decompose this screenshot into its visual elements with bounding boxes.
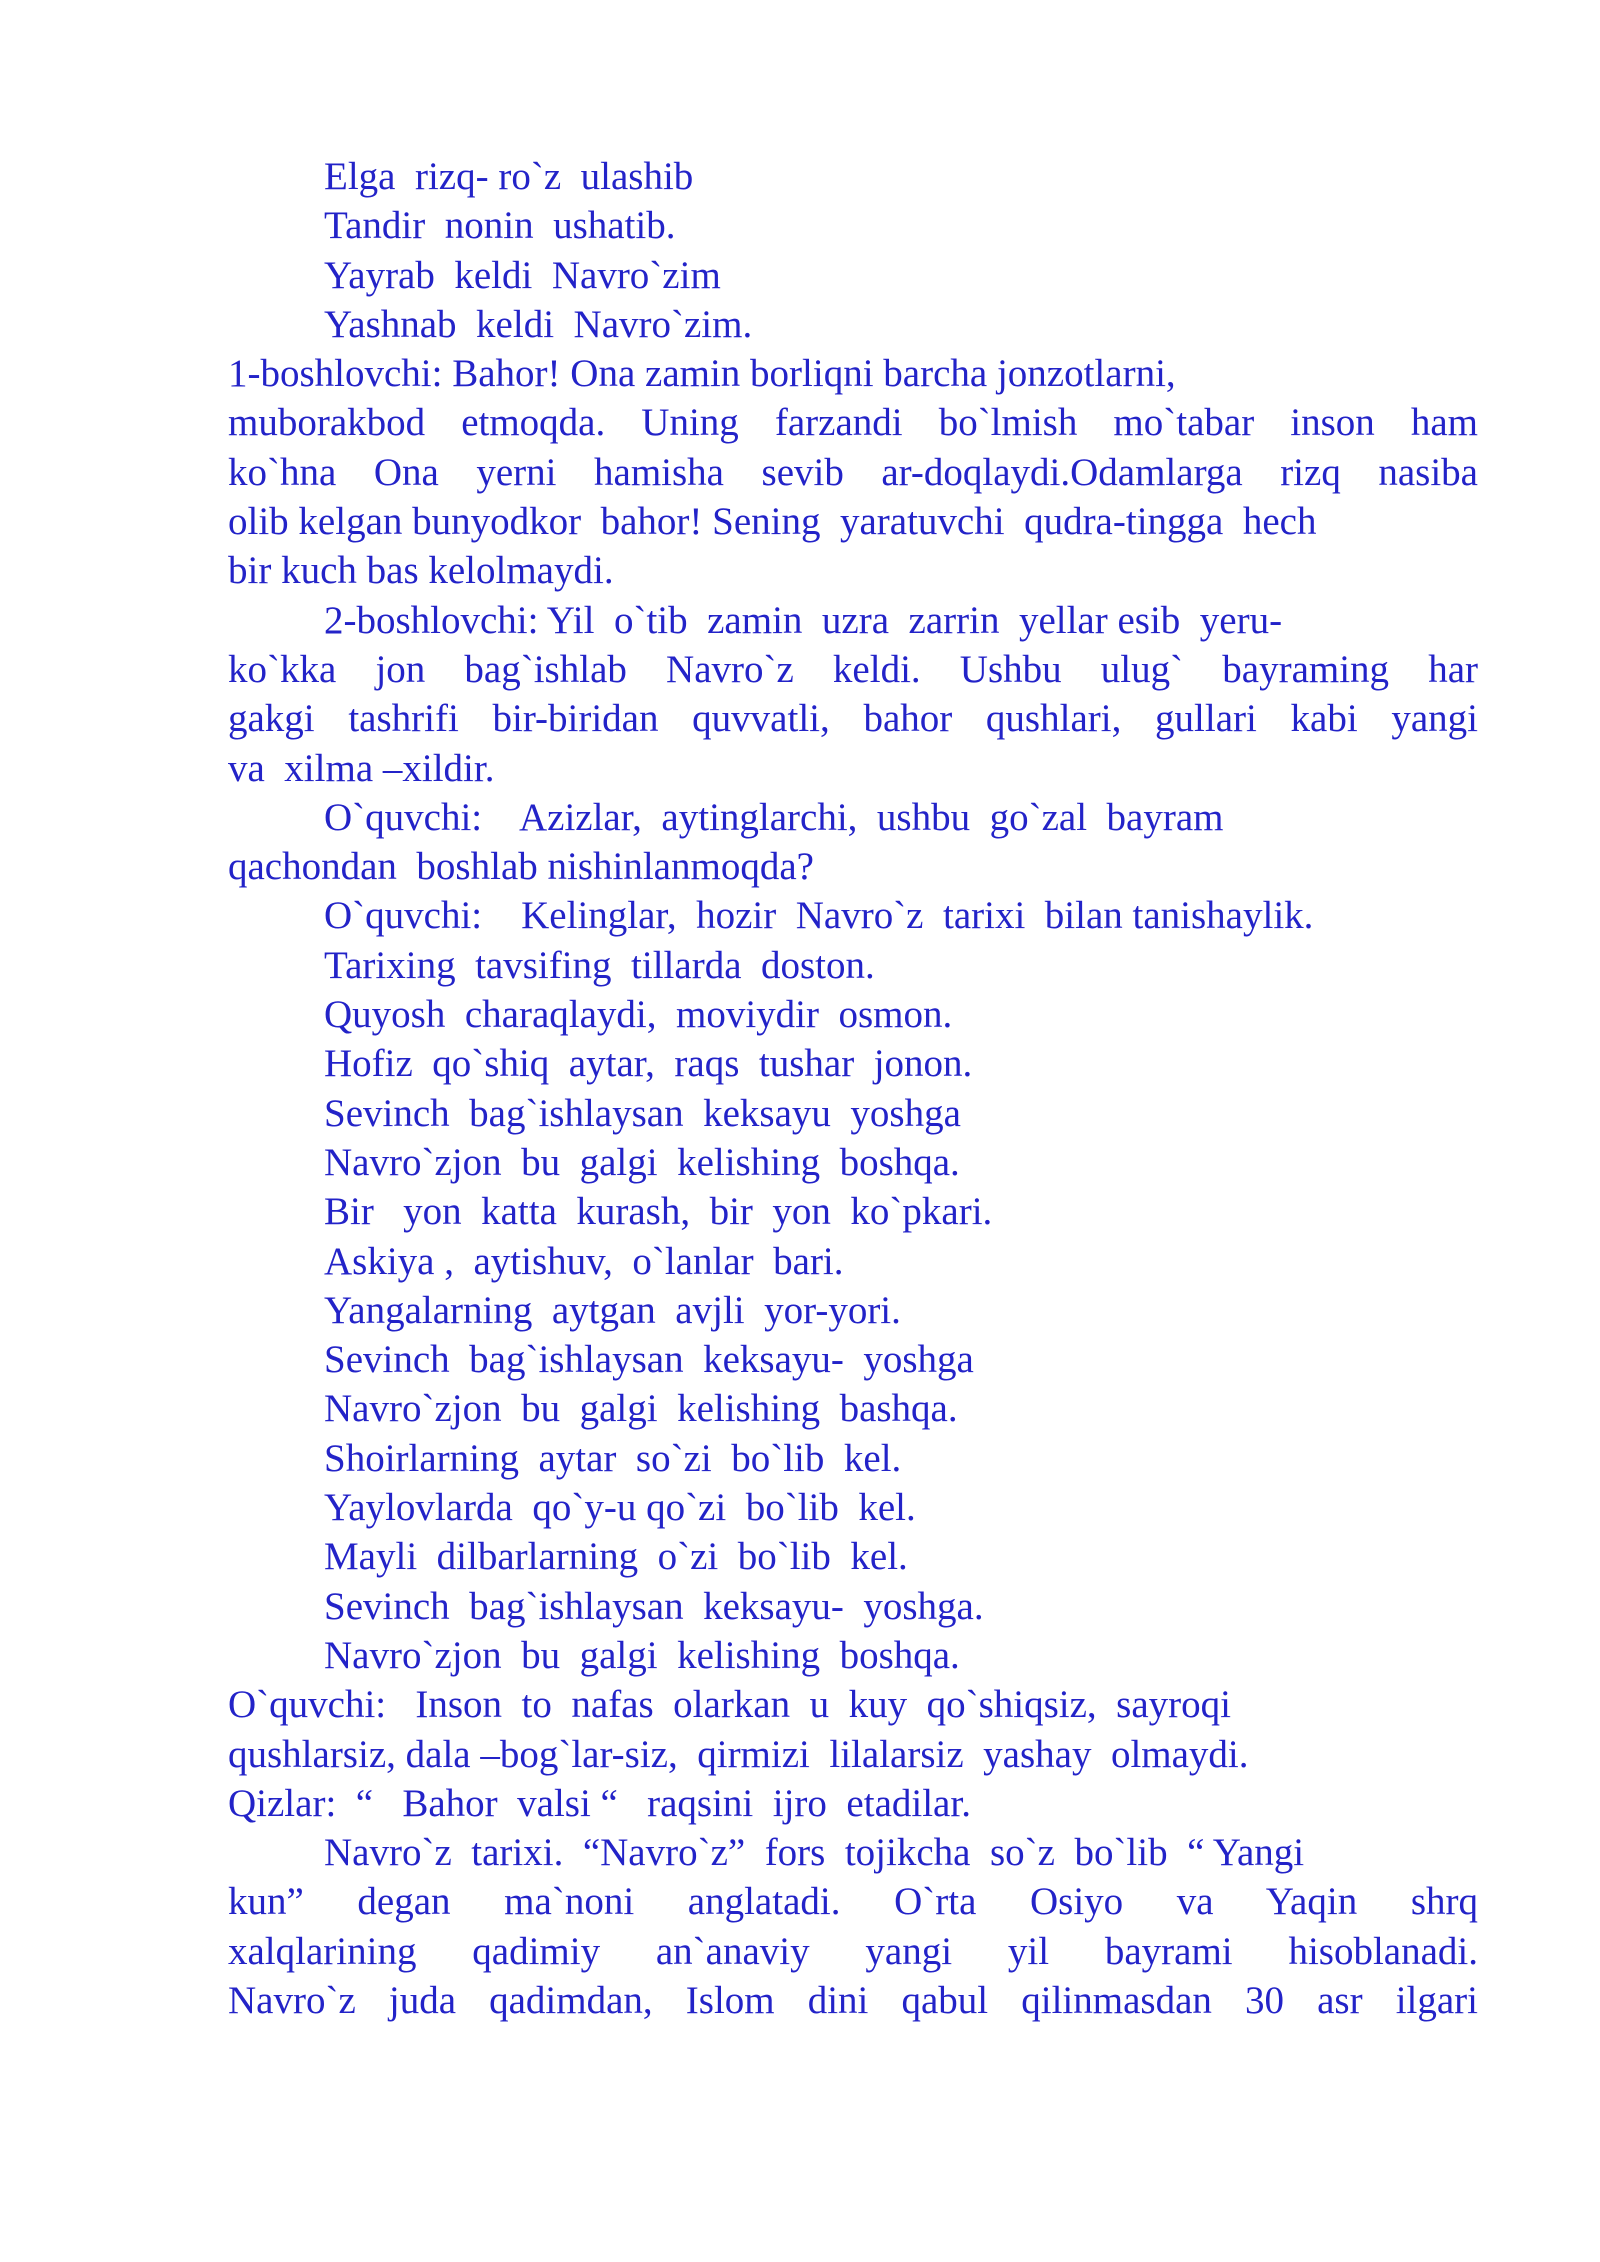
text-line: Navro`zjon bu galgi kelishing boshqa. xyxy=(324,1633,960,1677)
text-line: ko`kka jon bag`ishlab Navro`z keldi. Ushbu ulug` bayraming har xyxy=(228,647,1478,691)
text-line: ko`hna Ona yerni hamisha sevib ar-doqlaydi.Odamlarga rizq nasiba xyxy=(228,450,1478,494)
text-line: Askiya , aytishuv, o`lanlar bari. xyxy=(324,1239,844,1283)
text-line: Shoirlarning aytar so`zi bo`lib kel. xyxy=(324,1436,902,1480)
text-line: 1-boshlovchi: Bahor! Ona zamin borliqni barcha jonzotlarni, xyxy=(228,352,1176,396)
text-line: Mayli dilbarlarning o`zi bo`lib kel. xyxy=(324,1535,908,1579)
text-line: olib kelgan bunyodkor bahor! Sening yaratuvchi qudra-tingga hech xyxy=(228,500,1317,544)
text-line: Bir yon katta kurash, bir yon ko`pkari. xyxy=(324,1190,993,1234)
text-line: Sevinch bag`ishlaysan keksayu yoshga xyxy=(324,1091,961,1135)
text-line: Quyosh charaqlaydi, moviydir osmon. xyxy=(324,993,953,1037)
text-line: qachondan boshlab nishinlanmoqda? xyxy=(228,845,814,889)
text-line: Yashnab keldi Navro`zim. xyxy=(324,302,753,346)
text-line: qushlarsiz, dala –bog`lar-siz, qirmizi lilalarsiz yashay olmaydi. xyxy=(228,1732,1249,1776)
text-line: Qizlar: “ Bahor valsi “ raqsini ijro etadilar. xyxy=(228,1781,971,1825)
text-line: Navro`z juda qadimdan, Islom dini qabul qilinmasdan 30 asr ilgari xyxy=(228,1978,1478,2022)
document-body xyxy=(228,152,1478,2025)
text-line: Sevinch bag`ishlaysan keksayu- yoshga xyxy=(324,1338,974,1382)
text-line: xalqlarining qadimiy an`anaviy yangi yil bayrami hisoblanadi. xyxy=(228,1929,1478,1973)
text-line: Yaylovlarda qo`y-u qo`zi bo`lib kel. xyxy=(324,1486,916,1530)
text-line: Navro`zjon bu galgi kelishing boshqa. xyxy=(324,1140,960,1184)
text-line: muborakbod etmoqda. Uning farzandi bo`lmish mo`tabar inson ham xyxy=(228,401,1478,445)
text-line: Hofiz qo`shiq aytar, raqs tushar jonon. xyxy=(324,1042,973,1086)
text-line: Sevinch bag`ishlaysan keksayu- yoshga. xyxy=(324,1584,984,1628)
text-line: Tarixing tavsifing tillarda doston. xyxy=(324,943,875,987)
text-line: Tandir nonin ushatib. xyxy=(324,204,676,248)
text-line: gakgi tashrifi bir-biridan quvvatli, bahor qushlari, gullari kabi yangi xyxy=(228,697,1478,741)
text-line: O`quvchi: Inson to nafas olarkan u kuy qo`shiqsiz, sayroqi xyxy=(228,1683,1231,1727)
text-line: Yayrab keldi Navro`zim xyxy=(324,253,721,297)
text-line: O`quvchi: Azizlar, aytinglarchi, ushbu go`zal bayram xyxy=(324,795,1224,839)
text-line: va xilma –xildir. xyxy=(228,746,495,790)
text-line: Elga rizq- ro`z ulashib xyxy=(324,155,694,198)
text-line: Yangalarning aytgan avjli yor-yori. xyxy=(324,1288,901,1332)
text-line: kun” degan ma`noni anglatadi. O`rta Osiyo va Yaqin shrq xyxy=(228,1880,1478,1924)
text-line: 2-boshlovchi: Yil o`tib zamin uzra zarrin yellar esib yeru- xyxy=(324,598,1283,642)
text-line: Navro`zjon bu galgi kelishing bashqa. xyxy=(324,1387,958,1431)
text-line: O`quvchi: Kelinglar, hozir Navro`z tarixi bilan tanishaylik. xyxy=(324,894,1314,938)
text-line: bir kuch bas kelolmaydi. xyxy=(228,549,614,593)
text-line: Navro`z tarixi. “Navro`z” fors tojikcha so`z bo`lib “ Yangi xyxy=(324,1831,1305,1875)
